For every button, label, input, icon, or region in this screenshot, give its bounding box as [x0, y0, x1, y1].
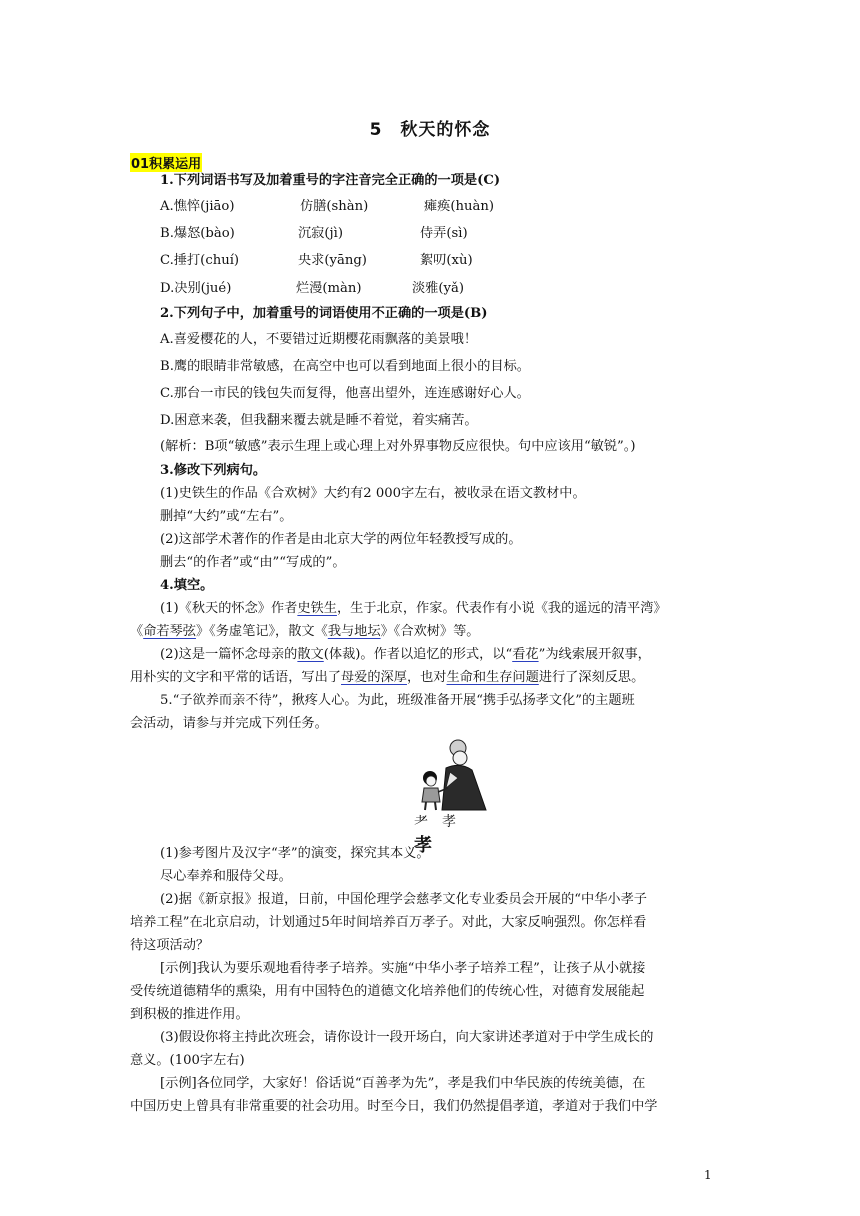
- answer-blank: 母爱的深厚: [341, 670, 407, 685]
- q5-task3-line2: 意义。(100字左右): [130, 1053, 245, 1068]
- q1-option: 烂漫(màn): [296, 281, 362, 296]
- q4-stem: 4.填空。: [160, 578, 214, 593]
- q3-sentence: (1)史铁生的作品《合欢树》大约有2 000字左右，被收录在语文教材中。: [160, 486, 586, 501]
- q4-item1-line2: 《命若琴弦》《务虚笔记》，散文《我与地坛》《合欢树》等。: [130, 624, 480, 639]
- q5-answer2-line1: [示例]我认为要乐观地看待孝子培养。实施“中华小孝子培养工程”，让孩子从小就接: [160, 961, 646, 976]
- answer-blank: 生命和生存问题: [446, 670, 539, 685]
- q5-task2-line1: (2)据《新京报》报道，日前，中国伦理学会慈孝文化专业委员会开展的“中华小孝子: [160, 892, 647, 907]
- q1-option: 瘫痪(huàn): [424, 199, 495, 214]
- q5-answer3-line2: 中国历史上曾具有非常重要的社会功用。时至今日，我们仍然提倡孝道，孝道对于我们中学: [130, 1099, 658, 1114]
- page-number: 1: [704, 1168, 712, 1182]
- q4-item2-line2: 用朴实的文字和平常的话语，写出了母爱的深厚，也对生命和生存问题进行了深刻反思。: [130, 670, 645, 685]
- q1-stem: 1.下列词语书写及加着重号的字注音完全正确的一项是(C): [160, 173, 501, 188]
- answer-blank: 史铁生: [297, 601, 337, 616]
- answer-blank: 散文: [297, 647, 324, 662]
- q3-sentence: (2)这部学术著作的作者是由北京大学的两位年轻教授写成的。: [160, 532, 522, 547]
- q1-option: C.捶打(chuí): [160, 253, 240, 268]
- q1-option: 侍弄(sì): [420, 226, 468, 241]
- answer-blank: 命若琴弦: [143, 624, 196, 639]
- q5-stem-line2: 会活动，请参与并完成下列任务。: [130, 716, 328, 731]
- q5-answer2-line2: 受传统道德精华的熏染，用有中国特色的道德文化培养他们的传统心性，对德育发展能起: [130, 984, 645, 999]
- answer-blank: 看花: [512, 647, 539, 662]
- q4-item2-line1: (2)这是一篇怀念母亲的散文(体裁)。作者以追忆的形式，以“看花”为线索展开叙事，: [160, 647, 651, 662]
- q5-answer1: 尽心奉养和服侍父母。: [160, 869, 292, 884]
- q3-answer: 删掉“大约”或“左右”。: [160, 509, 293, 524]
- q5-task1: (1)参考图片及汉字“孝”的演变，探究其本义。: [160, 846, 430, 861]
- q1-option: D.决别(jué): [160, 281, 232, 296]
- q5-task2-line3: 待这项活动？: [130, 938, 210, 953]
- q2-option: C.那台一市民的钱包失而复得，他喜出望外，连连感谢好心人。: [160, 386, 530, 401]
- answer-blank: 我与地坛: [327, 624, 381, 639]
- xiao-character-evolution: 耂孝孝: [414, 814, 470, 856]
- q3-answer: 删去“的作者”或“由”“写成的”。: [160, 555, 346, 570]
- q1-option: 絮叨(xù): [420, 253, 473, 268]
- q2-analysis: (解析：B项“敏感”表示生理上或心理上对外界事物反应很快。句中应该用“敏锐”。): [160, 439, 636, 454]
- section-label: 01积累运用: [130, 153, 202, 172]
- q5-stem-line1: 5.“子欲养而亲不待”，揪疼人心。为此，班级准备开展“携手弘扬孝文化”的主题班: [160, 693, 635, 708]
- q2-option: B.鹰的眼睛非常敏感，在高空中也可以看到地面上很小的目标。: [160, 359, 530, 374]
- page-title: 5 秋天的怀念: [369, 120, 491, 140]
- q5-answer3-line1: [示例]各位同学，大家好！俗话说“百善孝为先”，孝是我们中华民族的传统美德，在: [160, 1076, 646, 1091]
- filial-piety-illustration: [400, 738, 500, 856]
- q5-answer2-line3: 到积极的推进作用。: [130, 1007, 249, 1022]
- q2-stem: 2.下列句子中，加着重号的词语使用不正确的一项是(B): [160, 306, 488, 321]
- q1-option: 仿膳(shàn): [300, 199, 369, 214]
- q4-item1-line1: (1)《秋天的怀念》作者史铁生，生于北京，作家。代表作有小说《我的遥远的清平湾》: [160, 601, 667, 616]
- q1-option: 沉寂(jì): [298, 226, 343, 241]
- q5-task3-line1: (3)假设你将主持此次班会，请你设计一段开场白，向大家讲述孝道对于中学生成长的: [160, 1030, 654, 1045]
- q1-option: B.爆怒(bào): [160, 226, 235, 241]
- q2-option: D.困意来袭，但我翻来覆去就是睡不着觉，着实痛苦。: [160, 413, 478, 428]
- q1-option: A.憔悴(jiāo): [160, 199, 235, 214]
- q1-option: 央求(yāng): [298, 253, 367, 268]
- q5-task2-line2: 培养工程”在北京启动，计划通过5年时间培养百万孝子。对此，大家反响强烈。你怎样看: [130, 915, 647, 930]
- q3-stem: 3.修改下列病句。: [160, 463, 267, 478]
- q2-option: A.喜爱樱花的人，不要错过近期樱花雨飘落的美景哦！: [160, 332, 478, 347]
- q1-option: 淡雅(yǎ): [412, 281, 464, 296]
